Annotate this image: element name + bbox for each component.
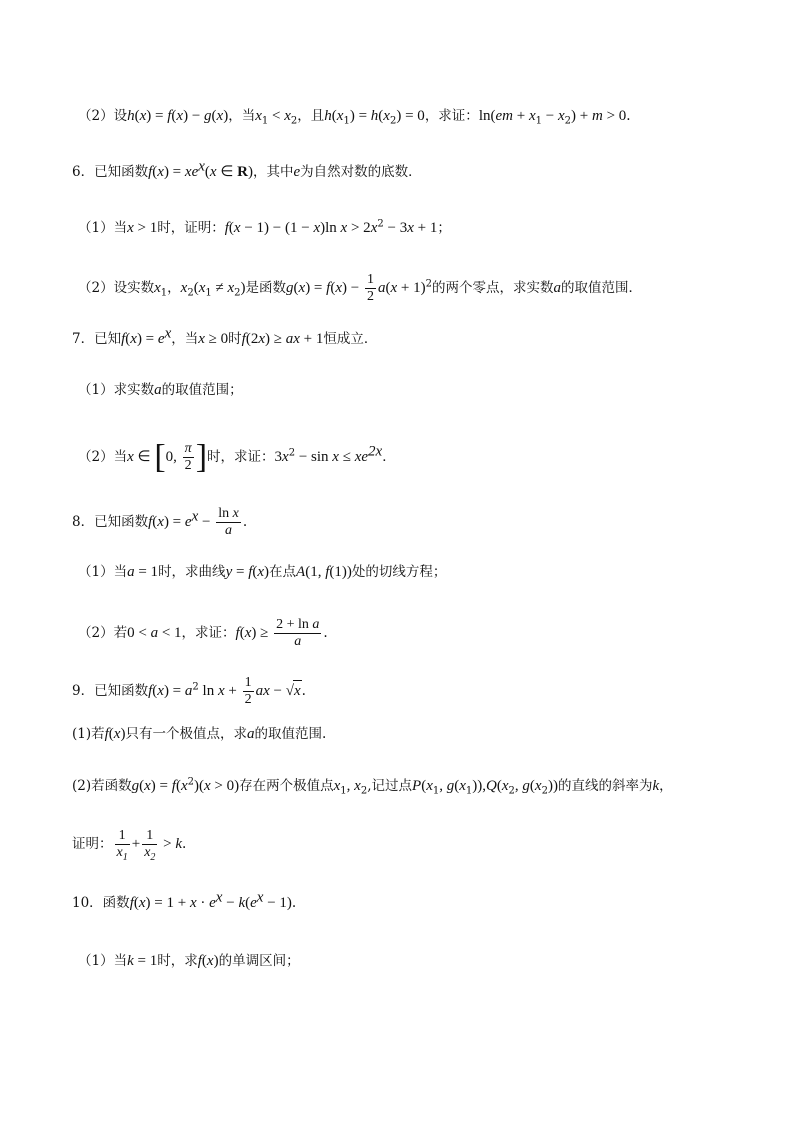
- problem-9-part-2-proof: 证明： $\frac{1}{x_1}$ + $\frac{1}{x_2}$ > k.: [72, 828, 187, 863]
- problem-9-part-2: (2)若函数$g(x) = f(x^2)(x > 0)$存在两个极值点$x_1$, $x_2$,记过点$P(x_1$, $g(x_1)),Q(x_2$, $g(x_2)$)的直线的斜率为k，: [72, 776, 673, 797]
- problem-7-part-1: （1）求实数a的取值范围；: [78, 382, 243, 398]
- problem-9-stem: 9．已知函数$f(x) = a^2$ ln x + $\frac{1}{2}$ ax − √x.: [72, 675, 306, 707]
- problem-9-part-1: (1)若f(x)只有一个极值点，求a的取值范围.: [72, 726, 327, 742]
- problem-6-part-1: （1）当x > 1时，证明：f(x − 1) − (1 − x)ln $x > 2x^2 - 3x + 1$；: [78, 218, 451, 236]
- problem-5-part-2: （2）设h(x) = f(x) − g(x)，当$x_1 < x_2$，且$h(x_1) = h(x_2) = 0$，求证：$\ln(em + x_1 - x_2) + m > 0$.: [78, 108, 631, 127]
- problem-6-stem: 6．已知函数$f(x) = xe^x(x$ ∈ R)，其中e为自然对数的底数．: [72, 158, 422, 180]
- problem-7-stem: 7．已知$f(x) = e^x$，当x ≥ 0时f(2x) ≥ ax + 1恒成立．: [72, 325, 378, 347]
- problem-8-part-1: （1）当a = 1时，求曲线y = f(x)在点A(1, f(1))处的切线方程；: [78, 564, 447, 580]
- problem-10-stem: 10．函数$f(x) = 1 + x \cdot e^x - k(e^x - 1)$.: [72, 889, 297, 911]
- problem-6-part-2: （2）设实数$x_1$，$x_2(x_1 \ne x_2)$是函数g(x) = f(x) − $\frac{1}{2}$ $a(x + 1)^2$的两个零点，求实数a的取值范围．: [78, 272, 642, 304]
- problem-10-part-1: （1）当k = 1时，求f(x)的单调区间；: [78, 953, 300, 969]
- problem-7-part-2: （2）当x ∈ [0, $\frac{\pi}{2}$ ]时，求证：$3x^2 - \sin x \le xe^{2x}$．: [78, 438, 396, 476]
- part-label: （2）设: [78, 108, 128, 124]
- problem-8-stem: 8．已知函数$f(x) = e^x$ − $\frac{\text{ln x}}{a}$ .: [72, 506, 248, 538]
- problem-8-part-2: （2）若0 < a < 1，求证：f(x) ≥ $\frac{\text{2 + ln a}}{a}$ .: [78, 617, 328, 649]
